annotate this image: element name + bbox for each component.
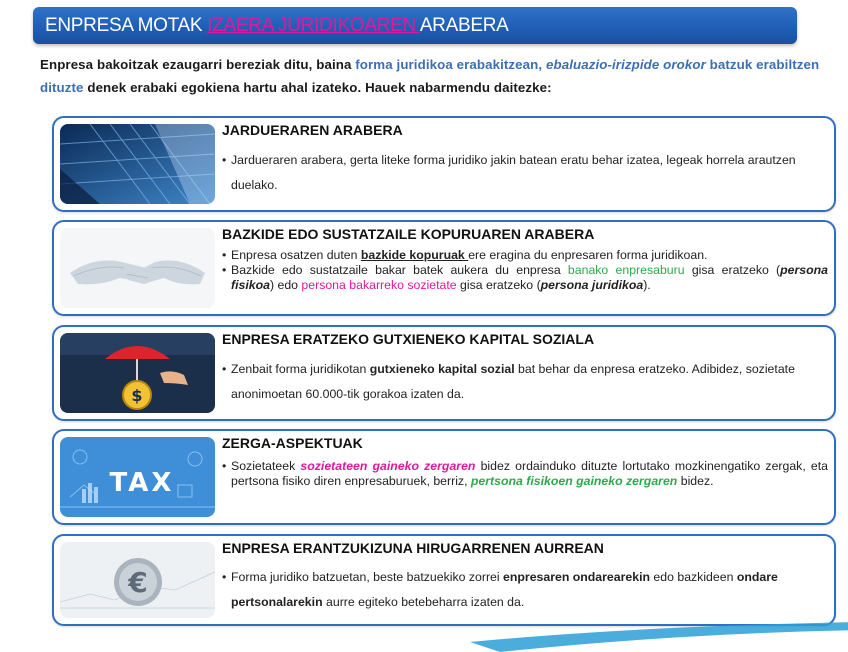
title-bar	[33, 7, 797, 44]
card-jarduera	[52, 116, 836, 212]
money-umbrella-image	[60, 333, 215, 413]
bullet-item: • Jardueraren arabera, gerta liteke forma juridiko jakin batean eratu behar izatea, legeak horrela arautzen duelako.	[222, 148, 828, 198]
decorative-stripe	[440, 622, 848, 652]
handshake-image	[60, 228, 215, 308]
svg-text:$: $	[131, 386, 143, 405]
card-body	[222, 565, 828, 615]
building-image	[60, 124, 215, 204]
bullet-item: • Bazkide edo sustatzaile bakar batek aukera du enpresa banako enpresaburu gisa eratzeko (persona fisikoa) edo persona bakarreko sozietate gisa eratzeko (persona juridikoa).	[222, 263, 828, 293]
bullet-item: • Sozietateek sozietateen gaineko zergaren bidez ordainduko dituzte lortutako mozkinengatiko zergak, eta pertsona fisiko diren enpresaburuek, berriz, pertsona fisikoen gaineko zergaren bidez.	[222, 459, 828, 489]
tax-word: TAX	[109, 468, 175, 498]
card-heading: JARDUERAREN ARABERA	[222, 122, 403, 138]
card-heading: BAZKIDE EDO SUSTATZAILE KOPURUAREN ARABERA	[222, 226, 595, 242]
card-body	[222, 357, 828, 407]
bullet-item: • Zenbait forma juridikotan gutxieneko kapital sozial bat behar da enpresa eratzeko. Adibidez, sozietate anonimoetan 60.000-tik gorakoa izaten da.	[222, 357, 828, 407]
page-title: ENPRESA MOTAK IZAERA JURIDIKOAREN ARABERA	[45, 15, 509, 36]
card-kapital	[52, 325, 836, 421]
card-body	[222, 248, 828, 293]
card-heading: ENPRESA ERANTZUKIZUNA HIRUGARRENEN AURREAN	[222, 540, 604, 556]
title-highlight: IZAERA JURIDIKOAREN	[207, 15, 420, 36]
card-body	[222, 459, 828, 489]
card-heading: ZERGA-ASPEKTUAK	[222, 435, 363, 451]
euro-image	[60, 542, 215, 618]
card-zerga	[52, 429, 836, 525]
card-erantzukizuna	[52, 534, 836, 626]
svg-text:€: €	[128, 566, 148, 599]
bullet-item: • Enpresa osatzen duten bazkide kopuruak ere eragina du enpresaren forma juridikoan.	[222, 248, 828, 263]
tax-image	[60, 437, 215, 517]
card-heading: ENPRESA ERATZEKO GUTXIENEKO KAPITAL SOZIALA	[222, 331, 595, 347]
intro-paragraph: Enpresa bakoitzak ezaugarri bereziak ditu, baina forma juridikoa erabakitzean, ebaluazio-irizpide orokor batzuk erabiltzen dituzte denek erabaki egokiena hartu ahal izateko. Hauek nabarmendu daitezke:	[40, 57, 820, 95]
bullet-item: • Forma juridiko batzuetan, beste batzuekiko zorrei enpresaren ondarearekin edo bazkideen ondare pertsonalarekin aurre egiteko betebeharra izaten da.	[222, 565, 828, 615]
card-bazkide	[52, 220, 836, 316]
card-body	[222, 148, 828, 198]
